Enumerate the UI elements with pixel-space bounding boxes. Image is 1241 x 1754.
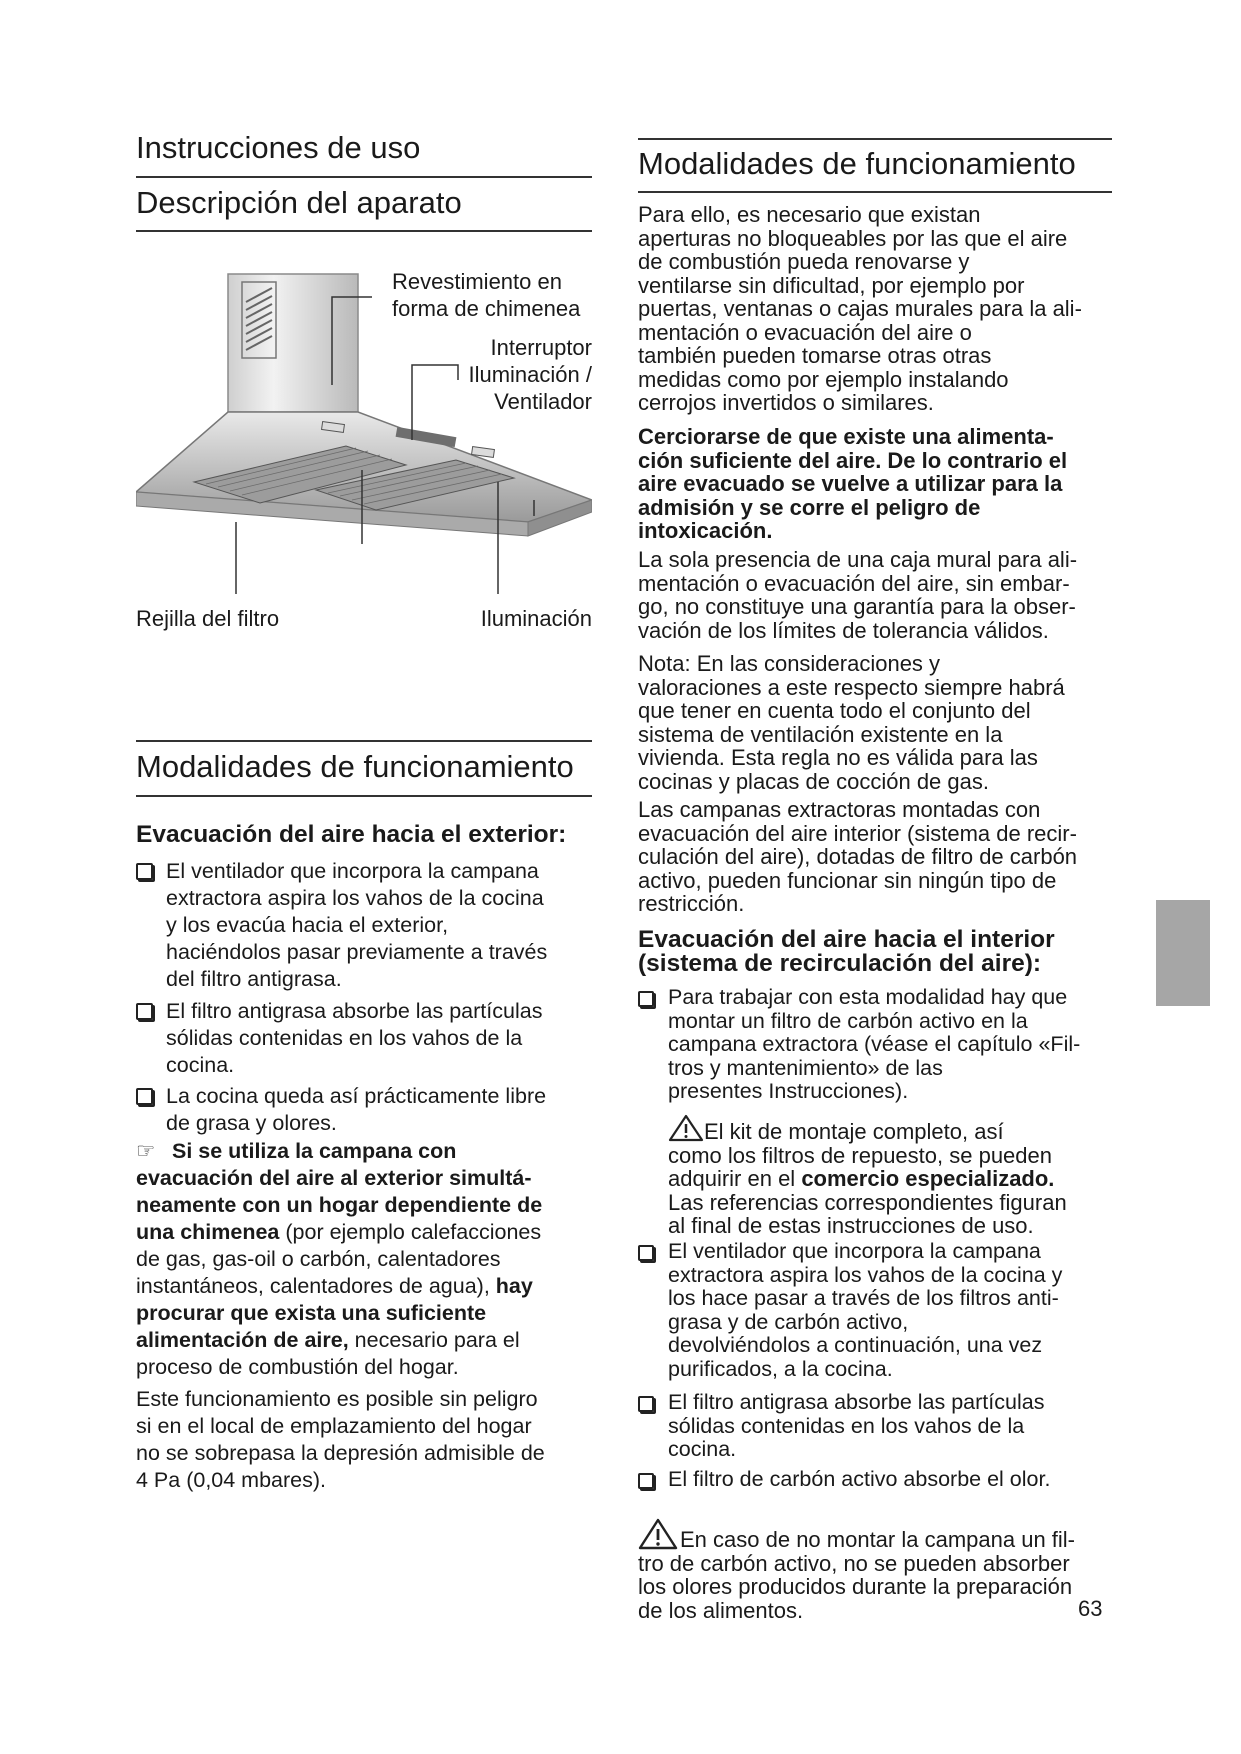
checkbox-bullet-icon <box>136 1003 153 1020</box>
divider <box>136 176 592 178</box>
section-title: Descripción del aparato <box>136 185 462 220</box>
divider <box>136 740 592 742</box>
checkbox-bullet-icon <box>638 1396 654 1412</box>
divider <box>638 138 1112 140</box>
warning-triangle-icon <box>668 1114 704 1142</box>
checkbox-bullet-icon <box>638 991 654 1007</box>
recirculation-paragraph: Las campanas extractoras montadas con evacuación del aire interior (sistema de recir- culación del aire), dotadas de filtro de carbón activo, pueden funcionar sin ningún tipo de restricción. <box>638 797 1078 916</box>
safety-paragraph: Este funcionamiento es posible sin peligro si en el local de emplazamiento del hogar no se sobrepasa la depresión admisible de 4 Pa (0,04 mbares). <box>136 1387 545 1492</box>
label-chimney-line2: forma de chimenea <box>392 296 581 321</box>
section-tab-marker <box>1156 900 1210 1006</box>
checkbox-bullet-icon <box>136 1088 153 1105</box>
label-lighting: Iluminación <box>480 606 592 631</box>
label-filter-grid: Rejilla del filtro <box>136 606 280 631</box>
modes-title: Modalidades de funcionamiento <box>136 749 574 784</box>
checkbox-bullet-icon <box>136 863 153 880</box>
modes-title-continued: Modalidades de funcionamiento <box>638 146 1076 181</box>
list-item: El ventilador que incorpora la campana extractora aspira los vahos de la cocina y los hace pasar a través de los filtros anti- grasa y de carbón activo, devolviéndolos a continuación, una vez purificados, a la cocina. <box>638 1240 1062 1381</box>
list-item: El ventilador que incorpora la campana extractora aspira los vahos de la cocina y los evacúa hacia el exterior, haciéndolos pasar previamente a través del filtro antigrasa. <box>136 858 547 993</box>
list-item: La cocina queda así prácticamente libre de grasa y olores. <box>136 1083 546 1137</box>
list-item: El filtro de carbón activo absorbe el olor. <box>638 1468 1050 1492</box>
list-item: El filtro antigrasa absorbe las partículas sólidas contenidas en los vahos de la cocina. <box>136 998 542 1079</box>
ventilation-paragraph: Para ello, es necesario que existan aperturas no bloqueables por las que el aire de combustión pueda renovarse y ventilarse sin dificultad, por ejemplo por puertas, ventanas o cajas murales para la ali- mentación o evacuación del aire o también pueden tomarse otras otras medidas como por ejemplo instalando cerrojos invertidos o similares. <box>638 202 1082 415</box>
checkbox-bullet-icon <box>638 1473 654 1489</box>
warning-triangle-icon <box>638 1518 680 1550</box>
wall-box-paragraph: La sola presencia de una caja mural para ali- mentación o evacuación del aire, sin embar- go, no constituye una garantía para la obser- vación de los límites de tolerancia válidos. <box>638 547 1078 643</box>
note-paragraph: Nota: En las consideraciones y valoraciones a este respecto siempre habrá que tener en cuenta todo el conjunto del sistema de ventilación existente en la vivienda. Esta regla no es válida para las cocinas y placas de cocción de gas. <box>638 651 1065 794</box>
pointing-hand-icon: ☞ <box>136 1139 156 1163</box>
page-title: Instrucciones de uso <box>136 130 421 165</box>
label-switch-line2: Iluminación / <box>468 362 592 387</box>
checkbox-bullet-icon <box>638 1245 654 1261</box>
chimney-note: ☞ Si se utiliza la campana con evacuación del aire al exterior simultá- neamente con un hogar dependiente de una chimenea (por ejemplo calefacciones de gas, gas-oil o carbón, calentadores instantáneos, calentadores de agua), hay procurar que exista una suficiente alimentación de aire, necesario para el proceso de combustión del hogar. <box>136 1139 543 1379</box>
divider <box>136 230 592 232</box>
air-supply-warning: Cerciorarse de que existe una alimenta- ción suficiente del aire. De lo contrario el aire evacuado se vuelve a utilizar para la admisión y se corre el peligro de intoxicación. <box>638 424 1068 543</box>
kit-note: El kit de montaje completo, así como los filtros de repuesto, se pueden adquirir en el comercio especializado. Las referencias correspondientes figuran al final de estas instrucciones de uso. <box>668 1114 1067 1238</box>
divider <box>136 795 592 797</box>
exhaust-heading: Evacuación del aire hacia el exterior: <box>136 821 567 848</box>
chimney <box>228 274 358 412</box>
page-number: 63 <box>1078 1596 1103 1621</box>
label-switch-line1: Interruptor <box>490 335 592 360</box>
carbon-filter-warning: En caso de no montar la campana un fil- tro de carbón activo, no se pueden absorber los olores producidos durante la preparación de los alimentos. <box>638 1518 1075 1622</box>
label-switch-line3: Ventilador <box>494 389 592 414</box>
list-item: Para trabajar con esta modalidad hay que montar un filtro de carbón activo en la campana extractora (véase el capítulo «Fil- tros y mantenimiento» de las presentes Instrucciones). <box>638 986 1080 1104</box>
list-item: El filtro antigrasa absorbe las partículas sólidas contenidas en los vahos de la cocina. <box>638 1391 1044 1462</box>
divider <box>638 191 1112 193</box>
label-chimney-line1: Revestimiento en <box>392 269 562 294</box>
recirculation-heading: Evacuación del aire hacia el interior (sistema de recirculación del aire): <box>638 926 1055 977</box>
